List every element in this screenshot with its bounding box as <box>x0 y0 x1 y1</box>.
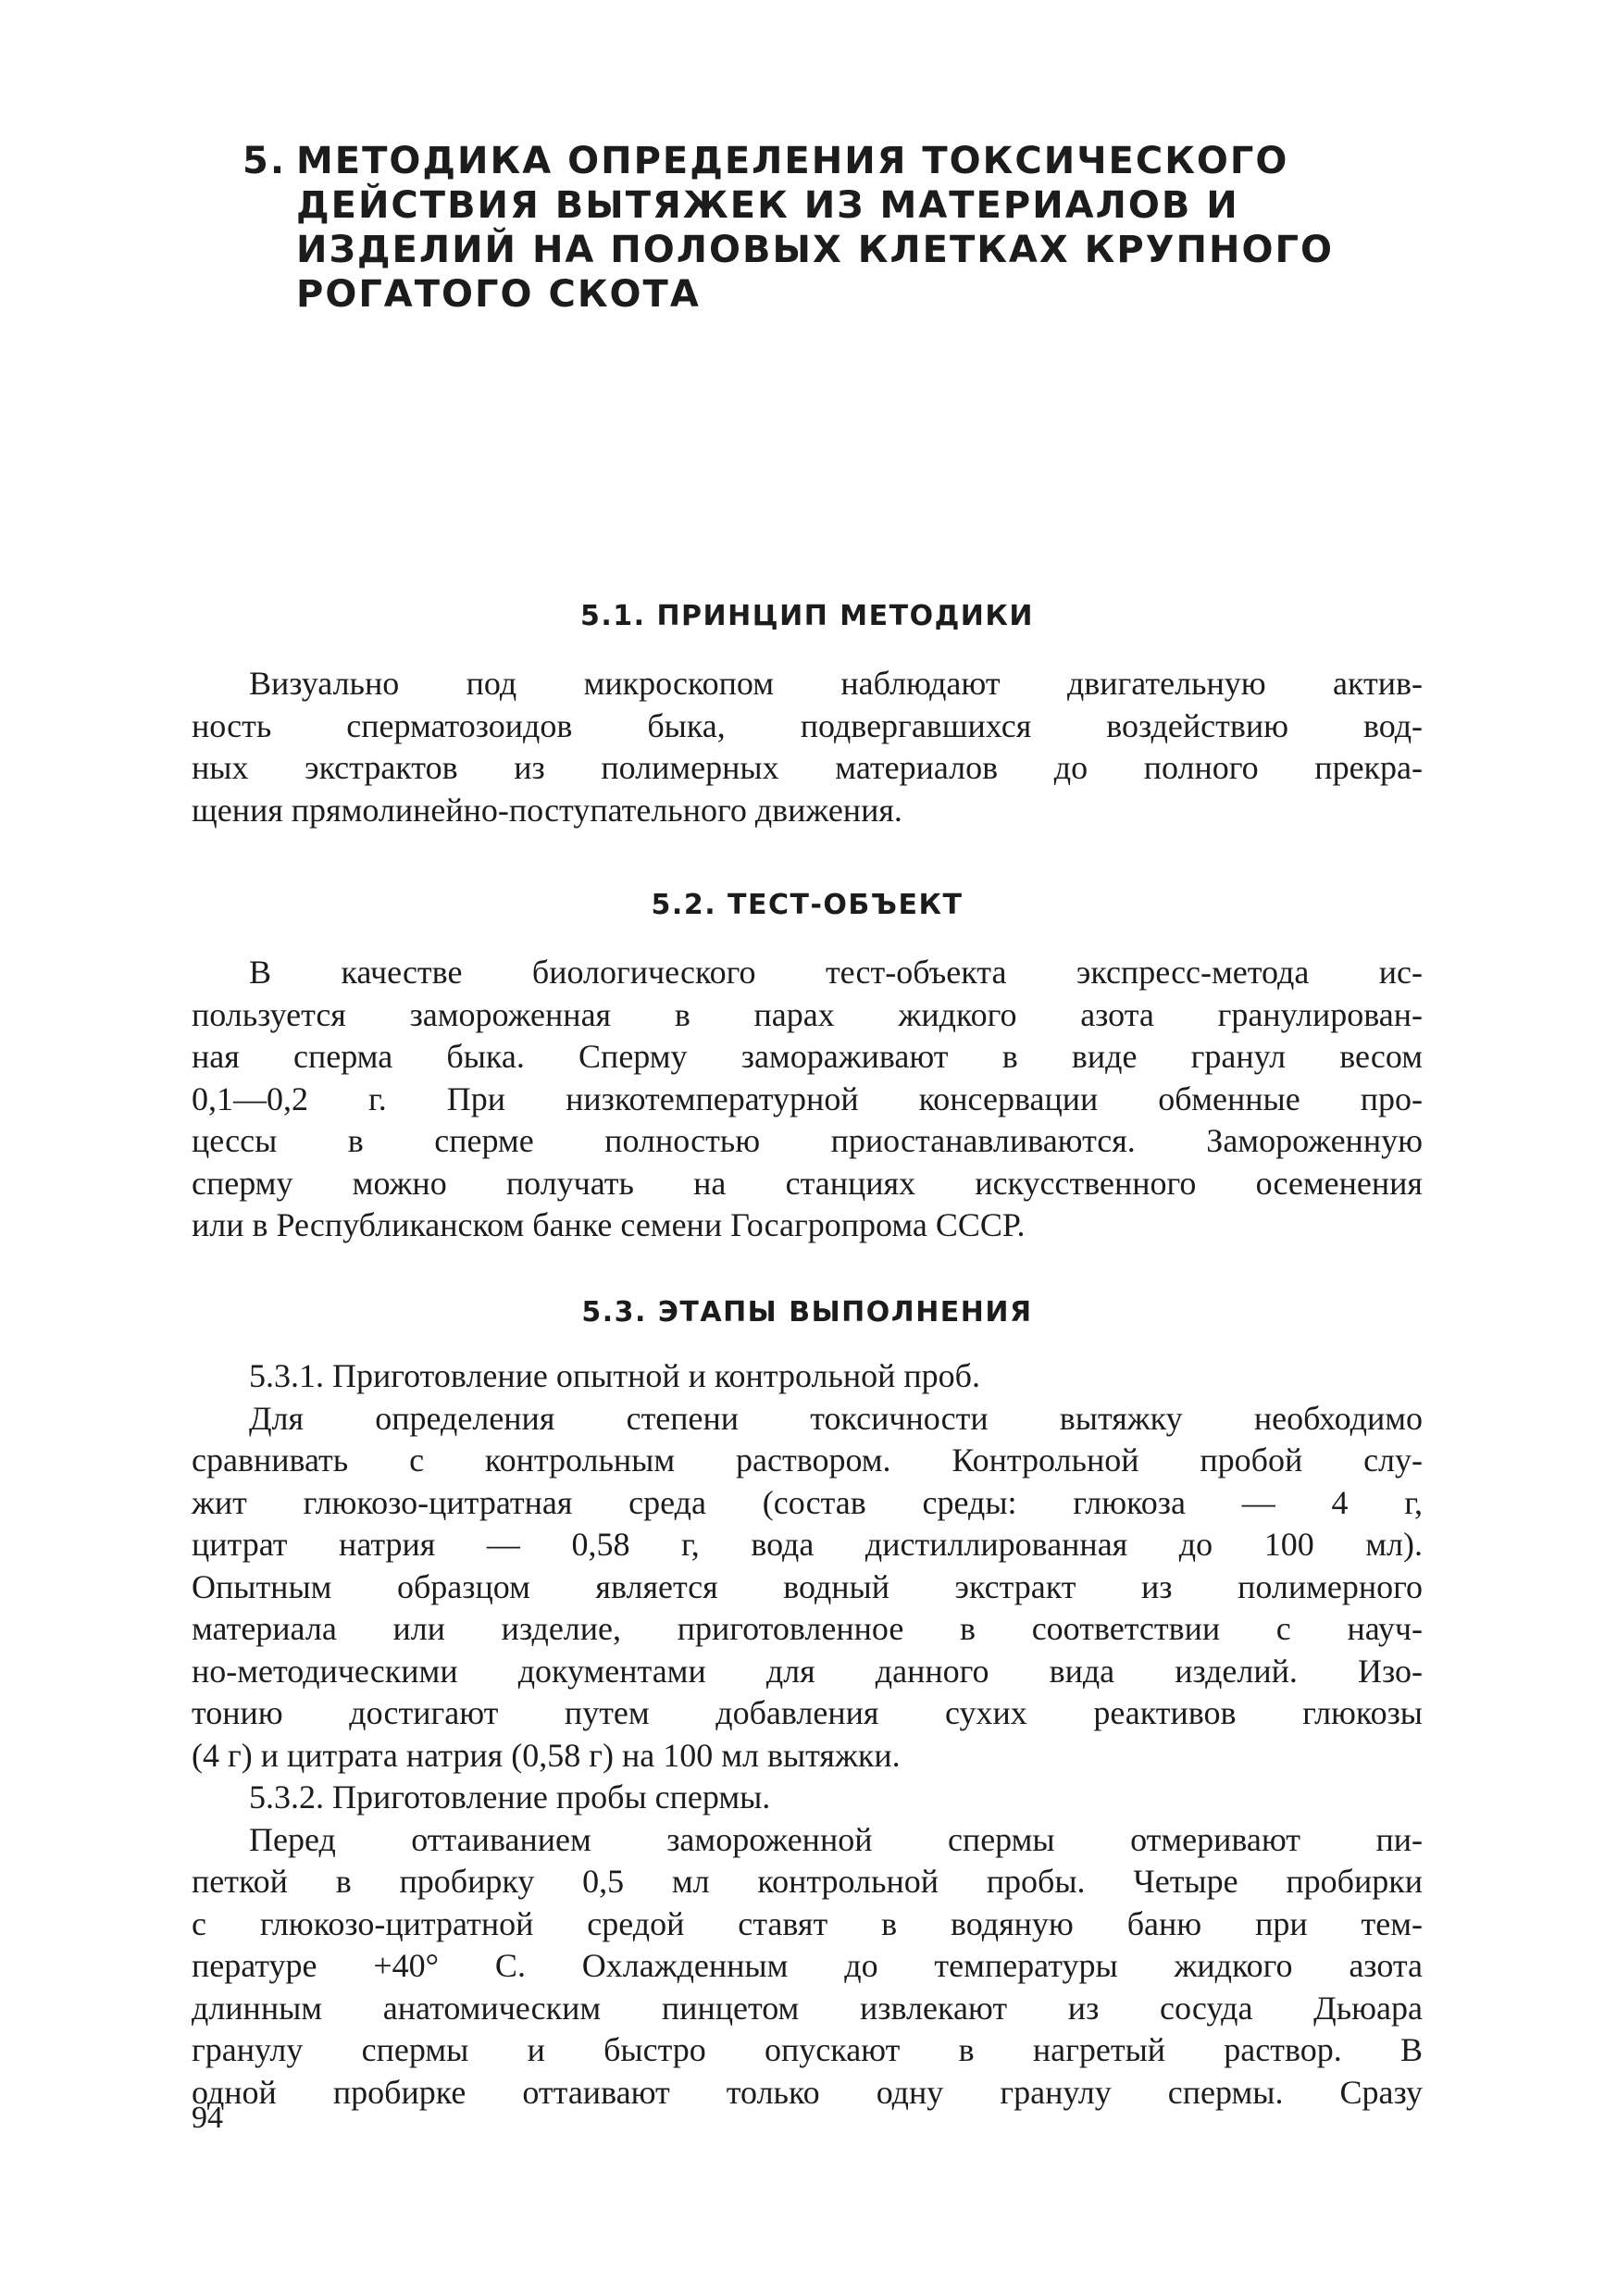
text-line: сперму можно получать на станциях искусственного осеменения <box>192 1164 1423 1202</box>
chapter-title-line: ИЗДЕЛИЙ НА ПОЛОВЫХ КЛЕТКАХ КРУПНОГО <box>296 229 1334 271</box>
text-line: с глюкозо-цитратной средой ставят в водяную баню при тем- <box>192 1904 1423 1942</box>
text-line: жит глюкозо-цитратная среда (состав среды: глюкоза — 4 г, <box>192 1483 1423 1521</box>
section-body-stages <box>192 1355 1423 2114</box>
text-line: В качестве биологического тест-объекта экспресс-метода ис- <box>249 954 1423 991</box>
subsection-title: 5.3.2. Приготовление пробы спермы. <box>249 1778 771 1816</box>
text-line: цессы в сперме полностью приостанавливаются. Замороженную <box>192 1122 1423 1159</box>
page-number: 94 <box>192 2101 223 2135</box>
text-line: (4 г) и цитрата натрия (0,58 г) на 100 мл вытяжки. <box>192 1736 901 1774</box>
text-line: материала или изделие, приготовленное в соответствии с науч- <box>192 1610 1423 1647</box>
text-line: пературе +40° С. Охлажденным до температуры жидкого азота <box>192 1947 1423 1984</box>
section-heading-principle: 5.1. ПРИНЦИП МЕТОДИКИ <box>579 600 1035 632</box>
text-line: но-методическими документами для данного вида изделий. Изо- <box>192 1652 1423 1690</box>
text-line: Перед оттаиванием замороженной спермы отмеривают пи- <box>249 1820 1423 1858</box>
text-line: петкой в пробирку 0,5 мл контрольной пробы. Четыре пробирки <box>192 1863 1423 1900</box>
chapter-title <box>243 139 1399 317</box>
text-line: щения прямолинейно-поступательного движения. <box>192 791 902 829</box>
chapter-title-line: РОГАТОГО СКОТА <box>296 273 701 316</box>
section-body-test-object <box>192 952 1423 1247</box>
section-body-principle <box>192 663 1423 831</box>
text-line: Для определения степени токсичности вытяжку необходимо <box>249 1399 1423 1437</box>
subsection-title: 5.3.1. Приготовление опытной и контрольной проб. <box>249 1357 980 1394</box>
section-heading-stages: 5.3. ЭТАПЫ ВЫПОЛНЕНИЯ <box>581 1296 1033 1329</box>
chapter-title-line: ДЕЙСТВИЯ ВЫТЯЖЕК ИЗ МАТЕРИАЛОВ И <box>296 184 1239 227</box>
text-line: Опытным образцом является водный экстракт из полимерного <box>192 1567 1423 1605</box>
text-line: гранулу спермы и быстро опускают в нагретый раствор. В <box>192 2031 1423 2068</box>
chapter-number: 5. <box>243 140 287 182</box>
section-heading-test-object: 5.2. ТЕСТ-ОБЪЕКТ <box>651 889 964 921</box>
chapter-title-line: МЕТОДИКА ОПРЕДЕЛЕНИЯ ТОКСИЧЕСКОГО <box>296 140 1289 182</box>
text-line: длинным анатомическим пинцетом извлекают из сосуда Дьюара <box>192 1989 1423 2027</box>
text-line: тонию достигают путем добавления сухих реактивов глюкозы <box>192 1694 1423 1731</box>
text-line: 0,1—0,2 г. При низкотемпературной консервации обменные про- <box>192 1079 1423 1117</box>
text-line: пользуется замороженная в парах жидкого азота гранулирован- <box>192 995 1423 1033</box>
text-line: ная сперма быка. Сперму замораживают в виде гранул весом <box>192 1038 1423 1075</box>
text-line: одной пробирке оттаивают только одну гранулу спермы. Сразу <box>192 2073 1423 2111</box>
text-line: сравнивать с контрольным раствором. Контрольной пробой слу- <box>192 1441 1423 1479</box>
text-line: ность сперматозоидов быка, подвергавшихся воздействию вод- <box>192 706 1423 744</box>
text-line: ных экстрактов из полимерных материалов до полного прекра- <box>192 749 1423 786</box>
text-line: Визуально под микроскопом наблюдают двигательную актив- <box>249 665 1423 702</box>
text-line: цитрат натрия — 0,58 г, вода дистиллированная до 100 мл). <box>192 1526 1423 1563</box>
text-line: или в Республиканском банке семени Госагропрома СССР. <box>192 1206 1026 1243</box>
